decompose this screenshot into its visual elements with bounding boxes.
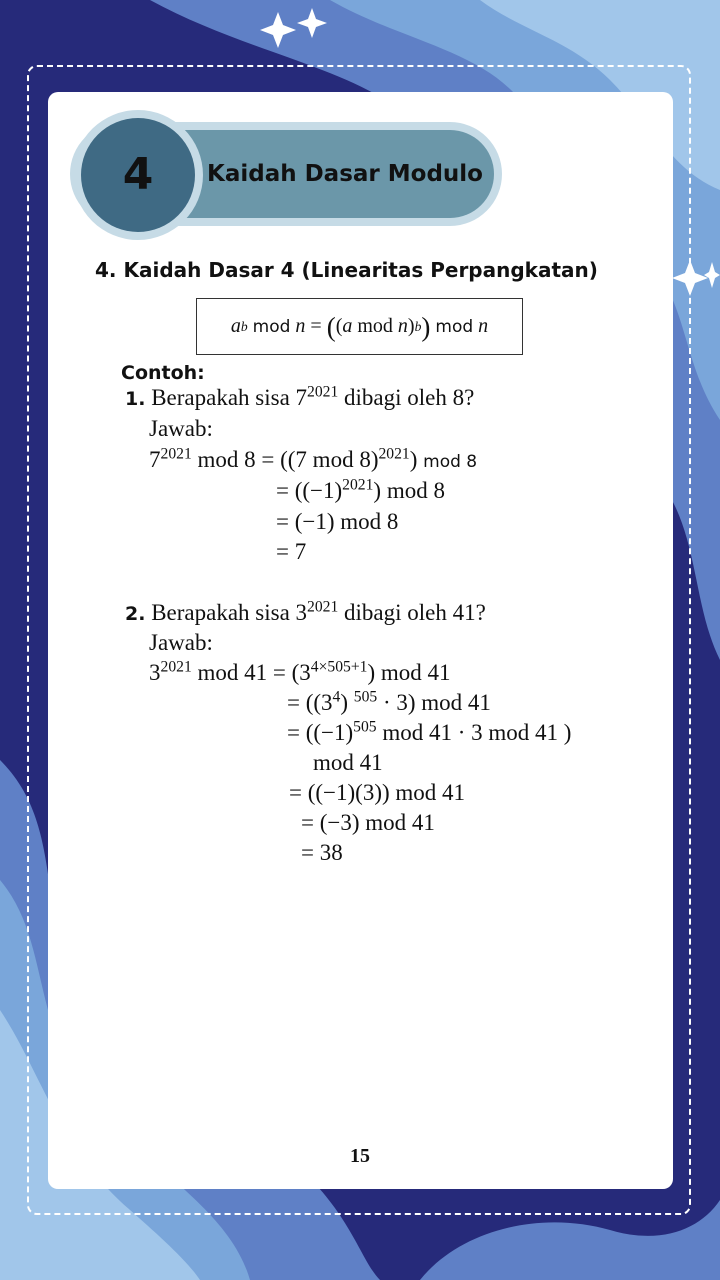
example2-step5: = (−3) mod 41 — [301, 810, 435, 835]
example1-step3: = (−1) mod 8 — [276, 509, 399, 534]
example2-step4: = ((−1)(3)) mod 41 — [289, 780, 466, 805]
rule-heading: 4. Kaidah Dasar 4 (Linearitas Perpangkatan) — [95, 258, 598, 282]
example2-step1: $3^{2021}$ mod $41 = (3^{4\times 505+1})$ mod 41 — [149, 658, 451, 685]
chapter-title: Kaidah Dasar Modulo — [207, 161, 483, 187]
example2-step3-cont: mod 41 — [313, 750, 383, 775]
example1-result: = 7 — [276, 539, 307, 564]
chapter-number: 4 — [122, 149, 154, 200]
page-number: 15 — [350, 1145, 370, 1167]
page-card — [48, 92, 673, 1189]
examples-label: Contoh: — [121, 362, 205, 384]
example2-number: 2. — [125, 603, 146, 625]
example1-answer-label: Jawab: — [149, 416, 213, 441]
example1-step2: = $((-1)^{2021})$ mod 8 — [276, 476, 445, 503]
example1-step1: $7^{2021}$ mod 8 = ((7 mod 8)$^{2021}$) mod 8 — [149, 445, 478, 472]
example2-answer-label: Jawab: — [149, 630, 213, 655]
example2-result: = 38 — [301, 840, 343, 865]
example2-question: 2. Berapakah sisa $3^{2021}$ dibagi oleh 41? — [125, 598, 486, 625]
example2-step3: = ($(-1)^{505}$ mod 41 · 3 mod 41 ) — [287, 718, 572, 745]
example1-question: 1. Berapakah sisa $7^{2021}$ dibagi oleh 8? — [125, 383, 475, 410]
example1-number: 1. — [125, 388, 146, 410]
rule-formula: a b mod n = ( ( a mod n ) b ) mod n — [196, 298, 523, 355]
example2-step2: = $((3^4) ^{505} \cdot 3)$ mod 41 — [287, 688, 491, 715]
